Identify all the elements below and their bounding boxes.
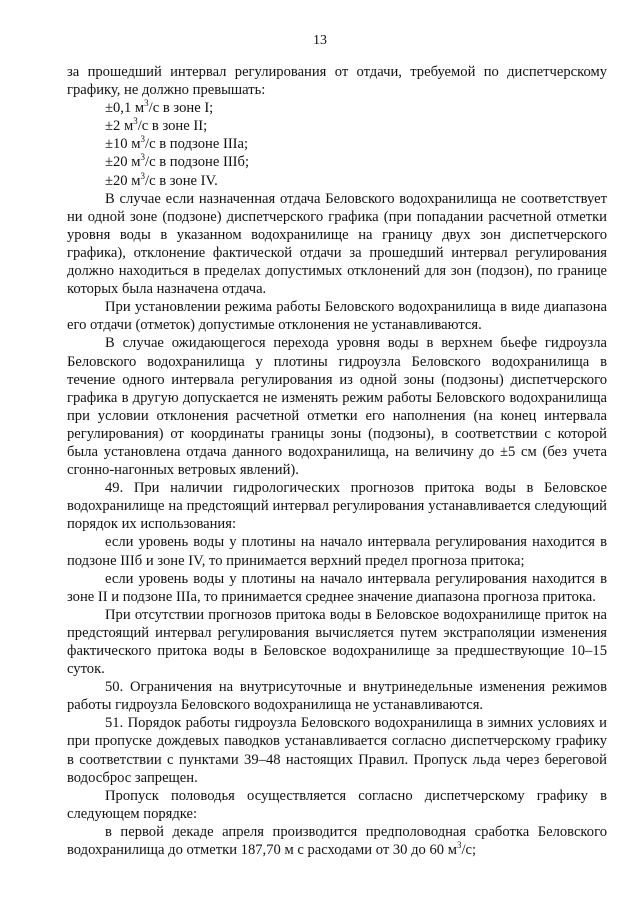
- tolerance-value: ±2: [105, 118, 121, 135]
- unit: м: [123, 118, 134, 135]
- tolerance-zone: в зоне I;: [162, 100, 214, 117]
- paragraph: если уровень воды у плотины на начало интервала регулирования находится в подзоне IIIб и зоне IV, то принимается верхний предел прогноза притока;: [67, 534, 607, 569]
- tolerance-value: ±10: [105, 136, 128, 153]
- unit-rest: /с: [137, 118, 149, 135]
- tolerance-zone: в зоне II;: [151, 118, 208, 135]
- page-number: 13: [313, 33, 327, 48]
- paragraph: если уровень воды у плотины на начало интервала регулирования находится в зоне II и подзоне IIIа, то принимается среднее значение диапазона прогноза притока.: [67, 570, 607, 605]
- paragraph: В случае если назначенная отдача Беловского водохранилища не соответствует ни одной зоне (подзоне) диспетчерского графика (при попадании расчетной отметки уровня воды в указанном водохранилище на границу двух зон диспетчерского графика), отклонение фактической отдачи за прошедший интервал регулирования должно находиться в пределах допустимых отклонений для зон (подзон), по границе которых была назначена отдача.: [67, 190, 607, 298]
- paragraph: [67, 823, 607, 859]
- unit-exponent: 3: [456, 840, 462, 851]
- unit-exponent: 3: [140, 170, 146, 181]
- document-body: [67, 63, 607, 859]
- tolerance-value: ±20: [105, 172, 128, 189]
- tolerance-zone: в подзоне IIIб;: [159, 154, 250, 171]
- unit: м: [131, 172, 141, 189]
- tolerance-line: [67, 117, 607, 135]
- paragraph-text: в первой декаде апреля производится предполоводная сработка Беловского водохранилища до отметки 187,70 м с расходами от 30 до 60 м: [67, 823, 607, 859]
- tolerance-line: [67, 153, 607, 171]
- unit: м: [134, 100, 145, 117]
- unit-rest: /с: [148, 100, 160, 117]
- paragraph-tail: /с;: [461, 842, 477, 859]
- unit-rest: /с: [145, 136, 156, 153]
- unit-exponent: 3: [140, 152, 146, 163]
- paragraph: за прошедший интервал регулирования от отдачи, требуемой по диспетчерскому графику, не должно превышать:: [67, 64, 607, 99]
- tolerance-value: ±20: [105, 154, 128, 171]
- paragraph-item-49: 49. При наличии гидрологических прогнозов притока воды в Беловское водохранилище на предстоящий интервал регулирования устанавливается следующий порядок их использования:: [67, 480, 607, 533]
- unit-exponent: 3: [144, 98, 149, 109]
- paragraph-item-50: 50. Ограничения на внутрисуточные и внутринедельные изменения режимов работы гидроузла Беловского водохранилища не устанавливаются.: [67, 679, 607, 714]
- tolerance-line: [67, 99, 607, 117]
- paragraph-item-51: 51. Порядок работы гидроузла Беловского водохранилища в зимних условиях и при пропуске дождевых паводков устанавливается согласно диспетчерскому графику в соответствии с пунктами 39–48 настоящих Правил. Пропуск льда через береговой водосброс запрещен.: [67, 715, 607, 786]
- tolerance-zone: в подзоне IIIа;: [159, 136, 249, 153]
- tolerance-line: [67, 172, 607, 190]
- paragraph: При установлении режима работы Беловского водохранилища в виде диапазона его отдачи (отметок) допустимые отклонения не устанавливаются.: [67, 299, 607, 334]
- unit: м: [131, 136, 141, 153]
- tolerance-zone: в зоне IV.: [159, 172, 218, 189]
- unit: м: [131, 154, 141, 171]
- tolerance-line: [67, 135, 607, 153]
- unit-exponent: 3: [133, 116, 138, 127]
- unit-exponent: 3: [140, 134, 146, 145]
- paragraph: В случае ожидающегося перехода уровня воды в верхнем бьефе гидроузла Беловского водохранилища у плотины гидроузла Беловского водохранилища в течение одного интервала регулирования из одной зоны (подзоны) диспетчерского графика в другую допускается не изменять режим работы Беловского водохранилища при условии отклонения расчетной отметки его наполнения (на конец интервала регулирования) от координаты границы зоны (подзоны), в соответствии с которой была установлена отдача данного водохранилища, на величину до ±5 см (без учета сгонно-нагонных ветровых явлений).: [67, 335, 607, 479]
- paragraph: При отсутствии прогнозов притока воды в Беловское водохранилище приток на предстоящий интервал регулирования вычисляется путем экстраполяции изменения фактического притока воды в Беловское водохранилище за предшествующие 10–15 суток.: [67, 606, 607, 678]
- paragraph: Пропуск половодья осуществляется согласно диспетчерскому графику в следующем порядке:: [67, 787, 607, 822]
- tolerance-value: ±0,1: [105, 100, 132, 117]
- unit-rest: /с: [145, 172, 156, 189]
- unit-rest: /с: [145, 154, 156, 171]
